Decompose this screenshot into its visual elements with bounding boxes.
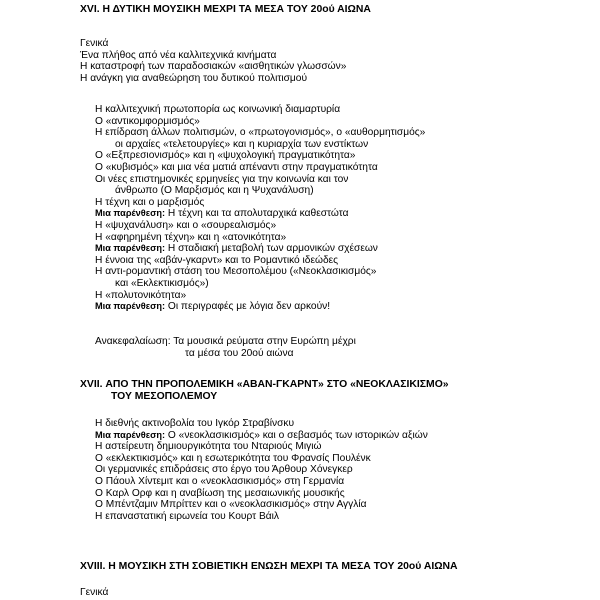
outline-item: [95, 116, 425, 128]
item-text: Η καλλιτεχνική πρωτοπορία ως κοινωνική διαμαρτυρία: [95, 104, 341, 115]
intro-line: Ένα πλήθος από νέα καλλιτεχνικά κινήματα: [80, 49, 277, 61]
summary-line: τα μέσα του 20ού αιώνα: [185, 348, 294, 359]
item-text: άνθρωπο (Ο Μαρξισμός και η Ψυχανάλυση): [115, 185, 314, 197]
section-xvi-intro: [80, 38, 346, 84]
section-xvi-items: [95, 104, 425, 313]
item-text: Η έννοια της «αβάν-γκαρντ» και το Ρομαντικό ιδεώδες: [95, 254, 339, 266]
outline-item: [95, 476, 428, 488]
outline-item: [95, 150, 425, 162]
item-text: Ο Μπέντζαμιν Μπρίττεν και ο «νεοκλασικισμός» στην Αγγλία: [95, 499, 367, 511]
outline-item: [95, 266, 425, 278]
item-text: οι αρχαίες «τελετουργίες» και η κυριαρχία των ενστίκτων: [115, 138, 369, 150]
outline-item: [95, 511, 428, 523]
item-text: Ο Καρλ Ορφ και η αναβίωση της μεσαιωνικής μουσικής: [95, 487, 345, 499]
outline-item: [95, 232, 425, 244]
item-text: Οι περιγραφές με λόγια δεν αρκούν!: [167, 301, 331, 313]
item-text: Η «αφηρημένη τέχνη» και η «ατονικότητα»: [95, 231, 287, 243]
parenthesis-item: [95, 208, 425, 220]
outline-item: [95, 290, 425, 302]
outline-item: [95, 418, 428, 430]
item-text: Ο «νεοκλασικισμός» και ο σεβασμός των ιστορικών αξιών: [167, 429, 428, 441]
item-text: Η διεθνής ακτινοβολία του Ιγκόρ Στραβίνσκυ: [95, 418, 295, 429]
section-xvii-heading-cont: ΤΟΥ ΜΕΣΟΠΟΛΕΜΟΥ: [111, 391, 218, 402]
section-xviii-heading: XVIII. Η ΜΟΥΣΙΚΗ ΣΤΗ ΣΟΒΙΕΤΙΚΗ ΕΝΩΣΗ ΜΕΧΡΙ ΤΑ ΜΕΣΑ ΤΟΥ 20ού ΑΙΩΝΑ: [80, 561, 458, 572]
summary-line: Ανακεφαλαίωση: Τα μουσικά ρεύματα στην Ευρώπη μέχρι: [95, 336, 356, 347]
item-text: και «Εκλεκτικισμός»): [115, 277, 209, 289]
parenthesis-label: Μια παρένθεση:: [95, 208, 166, 219]
parenthesis-item: [95, 301, 425, 313]
outline-item: [95, 104, 425, 116]
item-text: Η αστείρευτη δημιουργικότητα του Νταριούς Μιγιώ: [95, 441, 322, 453]
parenthesis-item: [95, 243, 425, 255]
item-text: Ο «Εξπρεσιονισμός» και η «ψυχολογική πραγματικότητα»: [95, 150, 356, 162]
outline-item: [95, 174, 425, 186]
parenthesis-label: Μια παρένθεση:: [95, 301, 166, 312]
outline-item: [95, 255, 425, 267]
item-text: Η επίδραση άλλων πολιτισμών, ο «πρωτογονισμός», ο «αυθορμητισμός»: [95, 127, 426, 139]
item-text: Οι γερμανικές επιδράσεις στο έργο του Άρθουρ Χόνεγκερ: [95, 464, 353, 476]
parenthesis-item: [95, 430, 428, 442]
item-text: Ο «αντικομφορμισμός»: [95, 115, 200, 127]
outline-item: [95, 162, 425, 174]
item-text: Οι νέες επιστημονικές ερμηνείες για την κοινωνία και τον: [95, 173, 349, 185]
outline-item: [95, 441, 428, 453]
outline-item: [95, 139, 425, 151]
intro-line: Γενικά: [80, 587, 109, 598]
outline-item: [95, 499, 428, 511]
outline-item: [95, 185, 425, 197]
outline-item: [95, 197, 425, 209]
item-text: Η «πολυτονικότητα»: [95, 289, 187, 301]
item-text: Η τέχνη και ο μαρξισμός: [95, 196, 205, 208]
section-xvii-items: [95, 418, 428, 522]
parenthesis-label: Μια παρένθεση:: [95, 429, 166, 440]
section-xvi-summary: [95, 336, 356, 360]
parenthesis-label: Μια παρένθεση:: [95, 243, 166, 254]
intro-line: Η ανάγκη για αναθεώρηση του δυτικού πολιτισμού: [80, 72, 308, 84]
outline-item: [95, 453, 428, 465]
outline-item: [95, 127, 425, 139]
section-xviii-intro: [80, 587, 108, 599]
item-text: Η αντι-ρομαντική στάση του Μεσοπολέμου («Νεοκλασικισμός»: [95, 266, 377, 278]
section-xvi-heading: XVI. Η ΔΥΤΙΚΗ ΜΟΥΣΙΚΗ ΜΕΧΡΙ ΤΑ ΜΕΣΑ ΤΟΥ 20ού ΑΙΩΝΑ: [80, 4, 371, 15]
intro-line: Γενικά: [80, 38, 109, 49]
outline-item: [95, 278, 425, 290]
section-xvii-heading: XVII. ΑΠΟ ΤΗΝ ΠΡΟΠΟΛΕΜΙΚΗ «ΑΒΑΝ-ΓΚΑΡΝΤ» ΣΤΟ «ΝΕΟΚΛΑΣΙΚΙΣΜΟ»: [80, 379, 449, 390]
intro-line: Η καταστροφή των παραδοσιακών «αισθητικών γλωσσών»: [80, 61, 347, 73]
outline-item: [95, 220, 425, 232]
outline-item: [95, 464, 428, 476]
item-text: Ο Πάουλ Χίντεμιτ και ο «νεοκλασικισμός» στη Γερμανία: [95, 475, 345, 487]
item-text: Η τέχνη και τα απολυταρχικά καθεστώτα: [167, 208, 349, 220]
item-text: Η «ψυχανάλυση» και ο «σουρεαλισμός»: [95, 219, 277, 231]
item-text: Η σταδιακή μεταβολή των αρμονικών σχέσεων: [167, 243, 378, 255]
outline-item: [95, 488, 428, 500]
item-text: Ο «κυβισμός» και μια νέα ματιά απέναντι στην πραγματικότητα: [95, 161, 378, 173]
item-text: Ο «εκλεκτικισμός» και η εσωτερικότητα του Φρανσίς Πουλένκ: [95, 452, 371, 464]
item-text: Η επαναστατική ειρωνεία του Κουρτ Βάιλ: [95, 510, 279, 522]
